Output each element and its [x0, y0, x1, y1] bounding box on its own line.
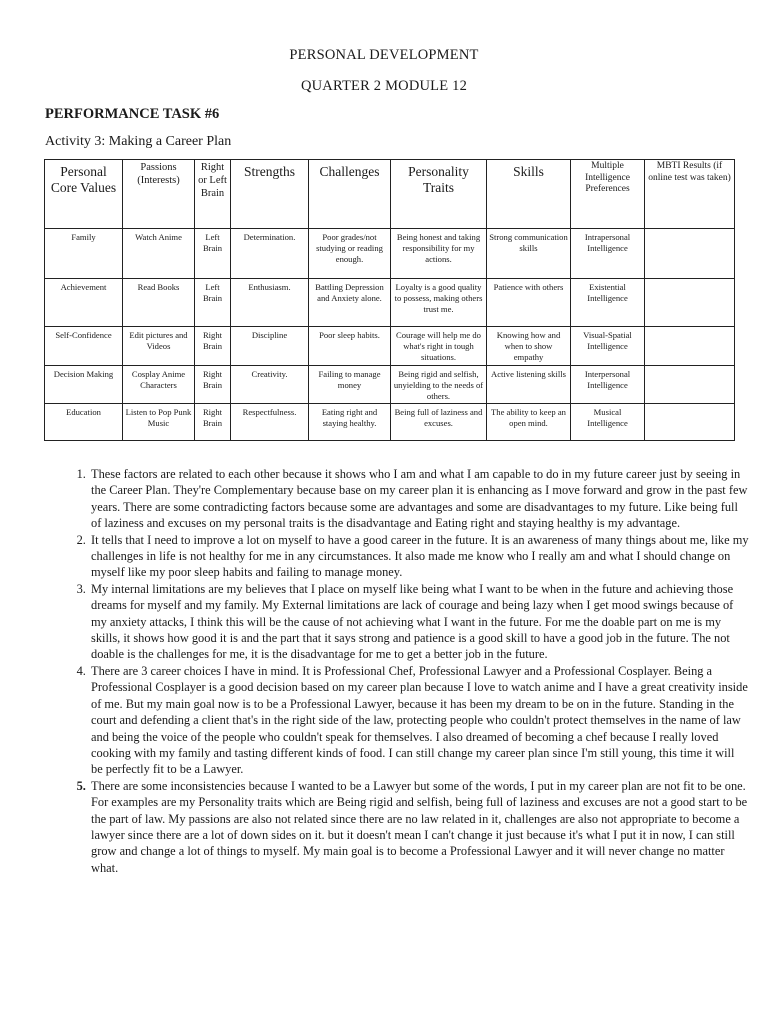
table-cell: Battling Depression and Anxiety alone. — [309, 279, 391, 327]
table-cell: Left Brain — [195, 279, 231, 327]
table-row — [45, 365, 735, 404]
career-plan-table — [44, 159, 735, 441]
table-row — [45, 229, 735, 279]
table-cell: Knowing how and when to show empathy — [487, 327, 571, 366]
answer-item: 5. There are some inconsistencies because I wanted to be a Lawyer but some of the words, I put in my career plan are not fit to be one. For examples are my Personality traits which are Being rigid and selfish, being full of laziness and excuses are not a good start to be the part of law. My passions are also not related since there are no law related in it, challenges are also not appropriate to become a lawyer since there are a lot of down sides on it. but it doesn't mean I can't change it just because it's what I put it in now, I can still grow and change a lot of things to myself. My main goal is to become a Professional Lawyer and it will never change no matter what. — [89, 778, 749, 876]
table-cell: Strong communication skills — [487, 229, 571, 279]
table-cell: Watch Anime — [123, 229, 195, 279]
table-cell: Education — [45, 404, 123, 441]
performance-task-heading: PERFORMANCE TASK #6 — [45, 106, 220, 122]
table-cell: Poor grades/not studying or reading enough. — [309, 229, 391, 279]
answers-list — [63, 466, 749, 876]
table-cell — [645, 404, 735, 441]
table-cell — [645, 365, 735, 404]
table-cell: Interpersonal Intelligence — [571, 365, 645, 404]
table-header-row — [45, 160, 735, 229]
header-core-values: Personal Core Values — [45, 160, 123, 229]
table-cell — [645, 279, 735, 327]
table-cell: Being full of laziness and excuses. — [391, 404, 487, 441]
table-cell: Self-Confidence — [45, 327, 123, 366]
table-cell: Eating right and staying healthy. — [309, 404, 391, 441]
table-cell: Courage will help me do what's right in tough situations. — [391, 327, 487, 366]
table-row — [45, 279, 735, 327]
table-cell — [645, 229, 735, 279]
table-cell: Failing to manage money — [309, 365, 391, 404]
table-cell: Intrapersonal Intelligence — [571, 229, 645, 279]
table-cell: Determination. — [231, 229, 309, 279]
table-cell: Being honest and taking responsibility for my actions. — [391, 229, 487, 279]
table-row — [45, 327, 735, 366]
header-brain: Right or Left Brain — [195, 160, 231, 229]
activity-heading: Activity 3: Making a Career Plan — [45, 134, 232, 149]
header-intelligence: Multiple Intelligence Preferences — [571, 160, 645, 229]
table-cell: Respectfulness. — [231, 404, 309, 441]
module-title: QUARTER 2 MODULE 12 — [300, 78, 468, 94]
table-cell: Discipline — [231, 327, 309, 366]
table-cell: Cosplay Anime Characters — [123, 365, 195, 404]
answer-item: 1. These factors are related to each other because it shows who I am and what I am capable to do in my future career just by seeing in the Career Plan. They're Complementary because base on my career plan it is enhancing as I move forward and grow in the past few years. There are some contradicting factors because some are advantages and some are disadvantages to my future. Like being full of laziness and excuses on my personal traits is the disadvantage and Eating right and staying healthy is my advantage. — [89, 466, 749, 532]
answer-item: 3. My internal limitations are my believes that I place on myself like being what I want to be when in the future and achieving those dreams for myself and my family. My External limitations are lack of courage and being lazy when I get mood swings because of my anxiety attacks, I think this will be the cause of not achieving what I want in the future. For me the doable part on me is my skills, it shows how good it is and the part that it says strong and patience is a good skill to have a good job in the future. The not doable is the challenges for me, it is the disadvantage for me to get a better job in the future. — [89, 581, 749, 663]
table-cell: Family — [45, 229, 123, 279]
header-challenges: Challenges — [309, 160, 391, 229]
table-cell: Visual-Spatial Intelligence — [571, 327, 645, 366]
header-strengths: Strengths — [231, 160, 309, 229]
table-cell: Read Books — [123, 279, 195, 327]
table-cell: Creativity. — [231, 365, 309, 404]
table-cell: Musical Intelligence — [571, 404, 645, 441]
table-cell: Achievement — [45, 279, 123, 327]
table-cell: Active listening skills — [487, 365, 571, 404]
table-cell: Listen to Pop Punk Music — [123, 404, 195, 441]
answer-item: 4. There are 3 career choices I have in mind. It is Professional Chef, Professional Lawyer and a Professional Cosplayer. Being a Professional Cosplayer is a good decision based on my career plan because I love to watch anime and I have a great creativity inside of me. But my main goal now is to be a Professional Lawyer, because it has been my dream to be on in the future. Standing in the court and defending a client that's in the right side of the law, protecting people who couldn't protect themselves in the name of law and being the voice of the people who couldn't speak for themselves. I also dreamed of becoming a chef because I really loved cooking with my family and tasting different kinds of food. I can still change my career plan since I'm still young, this time it will be perfectly fit to be a Lawyer. — [89, 663, 749, 778]
table-cell: The ability to keep an open mind. — [487, 404, 571, 441]
header-mbti: MBTI Results (if online test was taken) — [645, 160, 735, 229]
table-cell: Patience with others — [487, 279, 571, 327]
table-cell: Being rigid and selfish, unyielding to the needs of others. — [391, 365, 487, 404]
table-cell: Right Brain — [195, 404, 231, 441]
table-cell: Existential Intelligence — [571, 279, 645, 327]
table-cell: Loyalty is a good quality to possess, making others trust me. — [391, 279, 487, 327]
table-cell — [645, 327, 735, 366]
table-cell: Right Brain — [195, 327, 231, 366]
header-passions: Passions (Interests) — [123, 160, 195, 229]
table-cell: Right Brain — [195, 365, 231, 404]
table-cell: Enthusiasm. — [231, 279, 309, 327]
table-cell: Decision Making — [45, 365, 123, 404]
table-row — [45, 404, 735, 441]
answer-item: 2. It tells that I need to improve a lot on myself to have a good career in the future. It is an awareness of many things about me, like my challenges in life is not healthy for me in any circumstances. It also made me know who I really am and what I should change on myself like my poor sleep habits and failing to manage money. — [89, 532, 749, 581]
subject-title: PERSONAL DEVELOPMENT — [289, 47, 479, 63]
table-cell: Edit pictures and Videos — [123, 327, 195, 366]
header-personality: Personality Traits — [391, 160, 487, 229]
header-skills: Skills — [487, 160, 571, 229]
table-cell: Poor sleep habits. — [309, 327, 391, 366]
table-cell: Left Brain — [195, 229, 231, 279]
